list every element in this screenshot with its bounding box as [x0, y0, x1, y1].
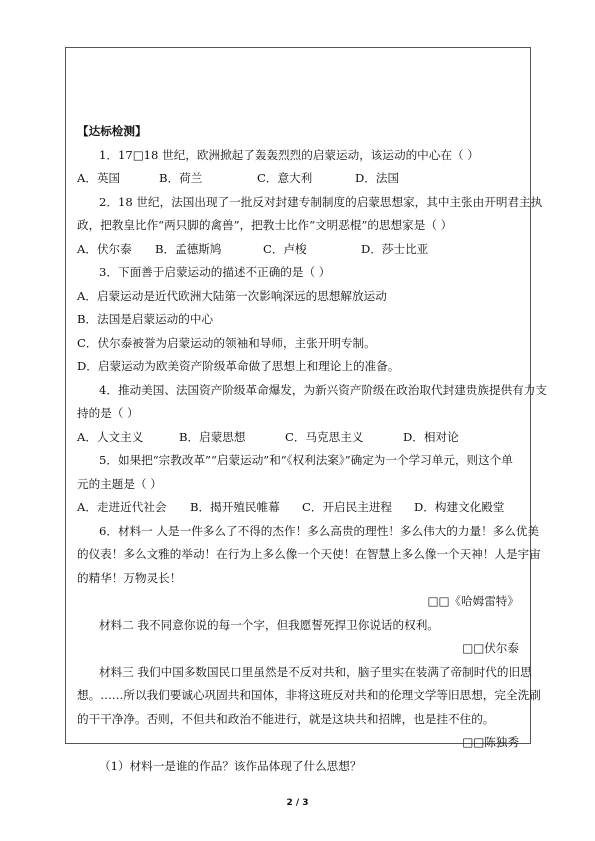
q5-options	[77, 496, 521, 520]
q2-stem-line1: 2．18 世纪，法国出现了一批反对封建专制制度的启蒙思想家，其中主张由开明君主执	[99, 194, 543, 209]
q2-option-c: C．卢梭	[263, 241, 307, 256]
q3-option-b: B．法国是启蒙运动的中心	[77, 312, 214, 326]
q2-option-a: A．伏尔泰	[77, 241, 132, 256]
q2-option-d: D．莎士比亚	[361, 241, 429, 256]
q1-options	[77, 167, 521, 191]
q4-option-c: C．马克思主义	[285, 429, 364, 444]
q6-material1-source: □□《哈姆雷特》	[427, 594, 519, 608]
q4-option-b: B．启蒙思想	[179, 429, 246, 444]
q1-option-d: D．法国	[355, 171, 400, 185]
q6-material2-source: □□伏尔泰	[462, 641, 519, 655]
q1-stem: 1．17□18 世纪，欧洲掀起了轰轰烈烈的启蒙运动，该运动的中心在（ ）	[99, 147, 479, 162]
q6-material1-line3: 的精华！万物灵长！	[77, 570, 182, 585]
page-number: 2 / 3	[286, 798, 309, 808]
q6-subquestion-1: （1）材料一是谁的作品？该作品体现了什么思想？	[99, 758, 362, 773]
q6-material2: 材料二 我不同意你说的每一个字，但我愿誓死捍卫你说话的权利。	[99, 617, 439, 632]
q6-material1-line2: 的仪表！多么文雅的举动！在行为上多么像一个天使！在智慧上多么像一个天神！人是宇宙	[77, 547, 541, 561]
q6-material3-line2: 想。……所以我们要诚心巩固共和国体，非将这班反对共和的伦理文学等旧思想，完全洗刷	[77, 688, 541, 702]
q1-option-a: A．英国	[77, 171, 121, 185]
q2-options	[77, 238, 521, 262]
q4-options	[77, 426, 521, 450]
exercise-content	[77, 120, 547, 778]
q6-material3-line1: 材料三 我们中国多数国民口里虽然是不反对共和，脑子里实在装满了帝制时代的旧思	[99, 664, 532, 679]
q3-stem: 3．下面善于启蒙运动的描述不正确的是（ ）	[99, 265, 331, 279]
q6-material1-line1: 6．材料一 人是一件多么了不得的杰作！多么高贵的理性！多么伟大的力量！多么优美	[99, 523, 540, 538]
q5-option-a: A．走进近代社会	[77, 500, 167, 514]
q2-stem-line2: 政，把教皇比作“两只脚的禽兽”，把教士比作“文明恶棍”的思想家是（ ）	[77, 218, 453, 232]
q5-stem-line1: 5．如果把“宗教改革”“启蒙运动”和“《权利法案》”确定为一个学习单元，则这个单	[99, 453, 513, 467]
q6-material3-line3: 的干干净净。否则，不但共和政治不能进行，就是这块共和招牌，也是挂不住的。	[77, 711, 495, 726]
q5-option-b: B．揭开殖民帷幕	[190, 500, 280, 514]
q3-option-d: D．启蒙运动为欧美资产阶级革命做了思想上和理论上的准备。	[77, 359, 400, 373]
q5-option-c: C．开启民主进程	[302, 500, 393, 514]
q6-material3-source: □□陈独秀	[462, 735, 519, 749]
q4-stem-line2: 持的是（ ）	[77, 406, 139, 420]
q3-option-c: C．伏尔泰被誉为启蒙运动的领袖和导师，主张开明专制。	[77, 335, 376, 350]
q4-option-d: D．相对论	[403, 429, 459, 444]
q4-stem-line1: 4．推动美国、法国资产阶级革命爆发，为新兴资产阶级在政治取代封建贵族提供有力支	[99, 382, 547, 397]
section-title: 【达标检测】	[77, 124, 147, 138]
q5-stem-line2: 元的主题是（ ）	[77, 476, 162, 491]
q3-option-a: A．启蒙运动是近代欧洲大陆第一次影响深远的思想解放运动	[77, 288, 387, 303]
q1-option-b: B．荷兰	[159, 171, 203, 185]
q4-option-a: A．人文主义	[77, 429, 144, 444]
q1-option-c: C．意大利	[257, 171, 313, 185]
q5-option-d: D．构建文化殿堂	[414, 500, 505, 514]
q2-option-b: B．孟德斯鸠	[155, 241, 222, 256]
